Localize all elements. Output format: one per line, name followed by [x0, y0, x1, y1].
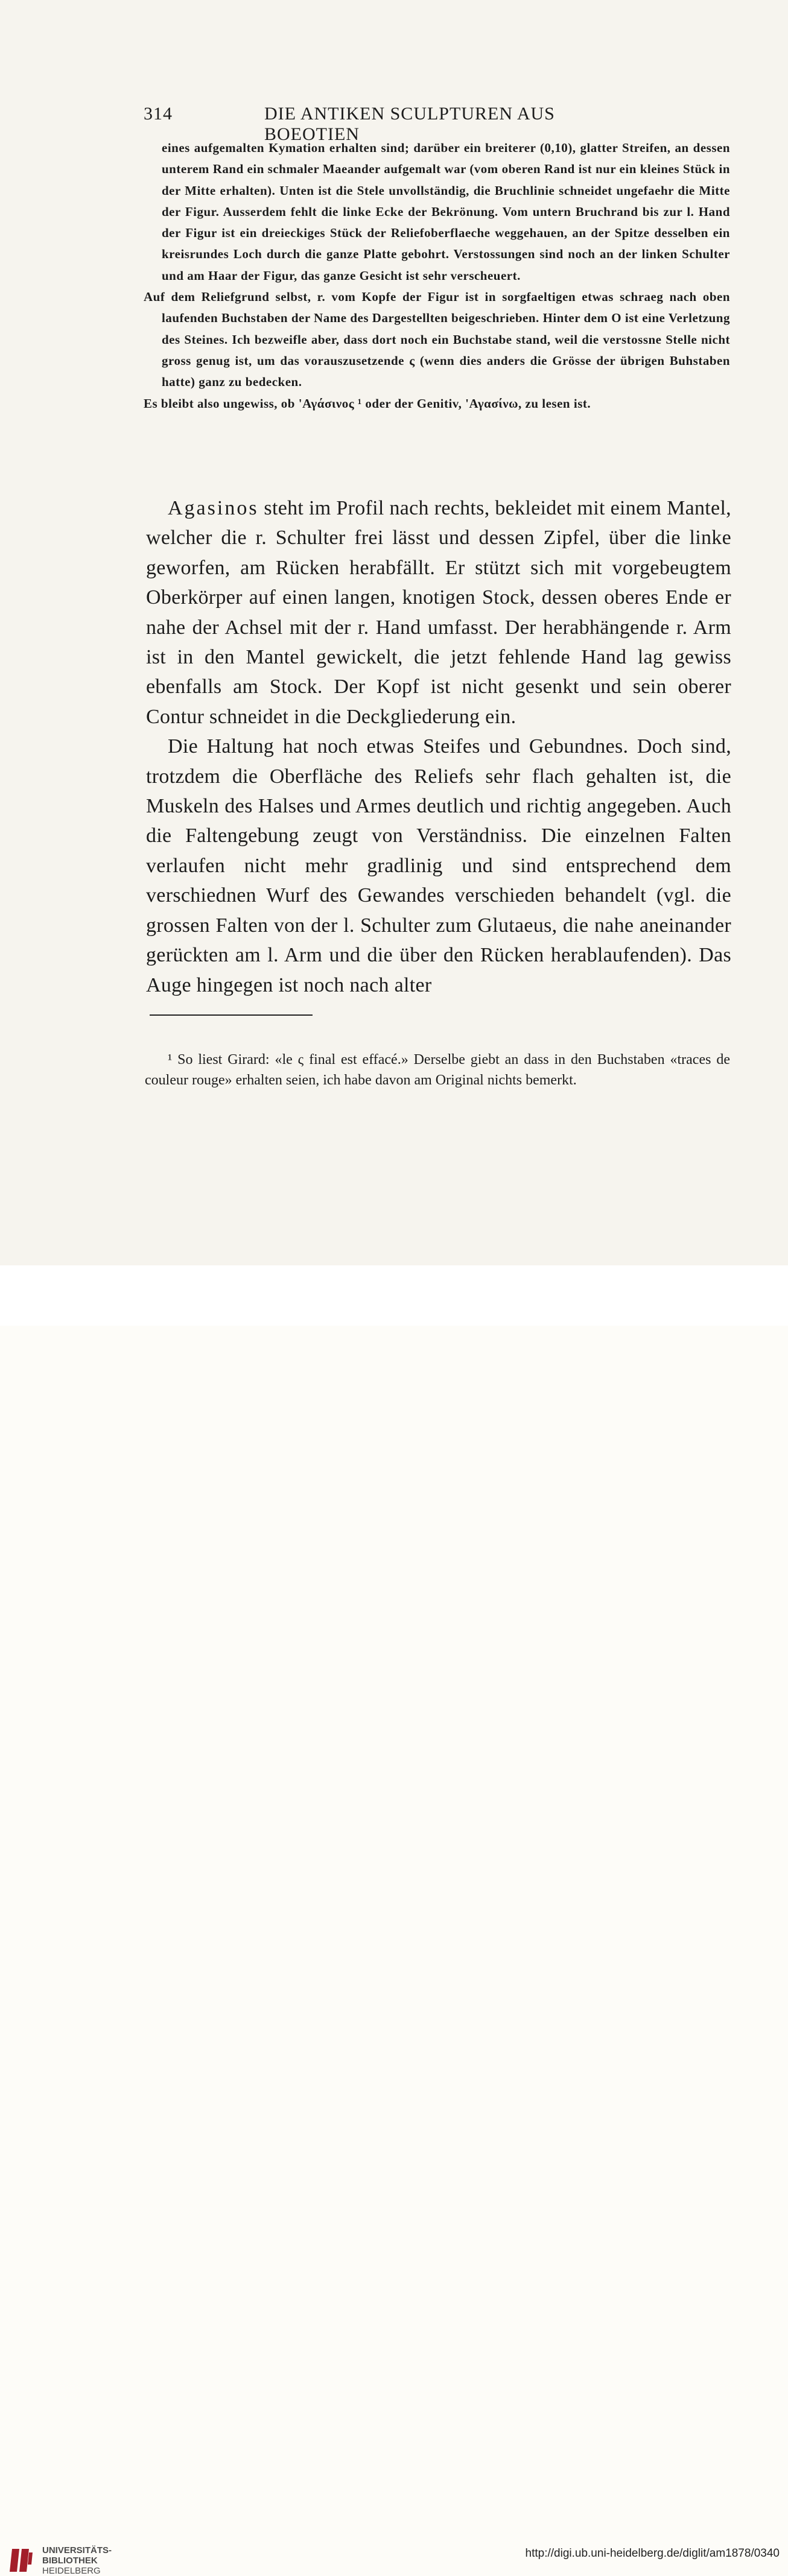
library-name: [42, 2545, 112, 2576]
footnote-text: ¹ So liest Girard: «le ς final est effacé.» Derselbe giebt an dass in den Buchstaben «traces de couleur rouge» erhalten seien, ich habe davon am Original nichts bemerkt.: [145, 1052, 730, 1088]
body-paragraph-1: [146, 493, 731, 732]
body-paragraph-2: Die Haltung hat noch etwas Steifes und Gebundnes. Doch sind, trotzdem die Oberfläche des Reliefs sehr flach gehalten ist, die Muskeln des Halses und Armes deutlich und richtig angegeben. Auch die Faltengebung zeugt von Verständniss. Die einzelnen Falten verlaufen nicht mehr gradlinig und sind entsprechend dem verschiednen Wurf des Gewandes verschieden behandelt (vgl. die grossen Falten von der l. Schulter zum Glutaeus, die nahe aneinander gerückten am l. Arm und die über den Rücken herablaufenden). Das Auge hingegen ist noch nach alter: [146, 735, 731, 996]
description-paragraph-3: Es bleibt also ungewiss, ob 'Αγάσινος ¹ oder der Genitiv, 'Αγασίνω, zu lesen ist.: [144, 396, 591, 411]
main-text: [146, 493, 731, 1000]
page-header: [144, 104, 614, 144]
footnote: [145, 1049, 730, 1090]
library-name-line-3: HEIDELBERG: [42, 2566, 101, 2576]
small-print-description: [144, 138, 730, 414]
page-number: 314: [144, 104, 173, 124]
library-name-line-1: UNIVERSITÄTS-: [42, 2545, 112, 2555]
library-logo-icon: [8, 2546, 34, 2574]
footer-bar: [0, 1265, 788, 2576]
description-paragraph-1: eines aufgemalten Kymation erhalten sind; darüber ein breiterer (0,10), glatter Streifen, an dessen unterem Rand ein schmaler Maeander aufgemalt war (vom oberen Rand ist nur ein kleines Stück in der Mitte erhalten). Unten ist die Stele unvollständig, die Bruchlinie schneidet ungefaehr die Mitte der Figur. Ausserdem fehlt die linke Ecke der Bekrönung. Vom untern Bruchrand bis zur l. Hand der Figur ist ein dreieckiges Stück der Reliefoberflaeche weggehauen, an der Spitze desselben ein kreisrundes Loch durch die ganze Platte gebohrt. Verstossungen sind noch an der linken Schulter und am Haar der Figur, das ganze Gesicht ist sehr verscheuert.: [162, 141, 730, 283]
running-title: DIE ANTIKEN SCULPTUREN AUS BOEOTIEN: [264, 104, 555, 144]
figure-name: Agasinos: [168, 497, 259, 519]
footnote-rule: [150, 1014, 313, 1016]
library-name-line-2: BIBLIOTHEK: [42, 2555, 98, 2566]
description-paragraph-2: Auf dem Reliefgrund selbst, r. vom Kopfe der Figur ist in sorgfaeltigen etwas schraeg nach oben laufenden Buchstaben der Name des Dargestellten beigeschrieben. Hinter dem O ist eine Verletzung des Steines. Ich bezweifle aber, dass dort noch ein Buchstabe stand, weil die verstossne Stelle nicht gross genug ist, um das vorauszusetzende ς (wenn dies anders die Grösse der übrigen Buhstaben hatte) ganz zu bedecken.: [144, 290, 730, 390]
permalink-url[interactable]: http://digi.ub.uni-heidelberg.de/diglit/am1878/0340: [525, 2547, 780, 2560]
body-paragraph-1-text: steht im Profil nach rechts, bekleidet mit einem Mantel, welcher die r. Schulter frei lässt und dessen Zipfel, über die linke geworfen, am Rücken herabfällt. Er stützt sich mit vorgebeugtem Oberkörper auf einen langen, knotigen Stock, dessen oberes Ende er nahe der Achsel mit der r. Hand umfasst. Der herabhängende r. Arm ist in den Mantel gewickelt, die jetzt fehlende Hand lag gewiss ebenfalls am Stock. Der Kopf ist nicht gesenkt und sein oberer Contur schneidet in die Deckgliederung ein.: [146, 497, 731, 728]
